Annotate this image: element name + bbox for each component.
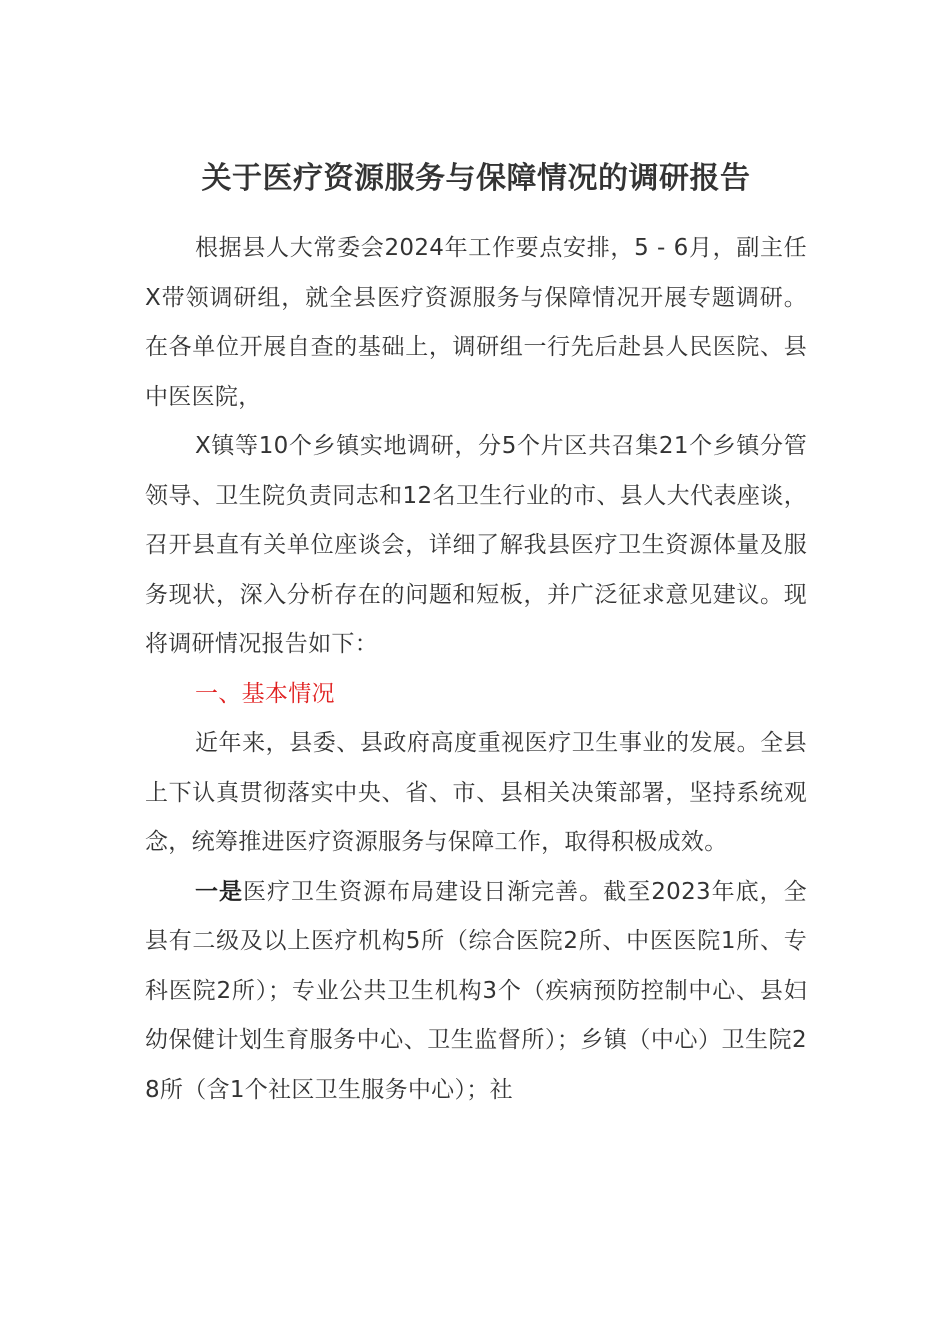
document-page	[145, 150, 807, 1115]
point-one-lead: 一是	[195, 878, 244, 905]
intro-paragraph-1: 根据县人大常委会2024年工作要点安排，5 - 6月，副主任X带领调研组，就全县医疗资源服务与保障情况开展专题调研。在各单位开展自查的基础上，调研组一行先后赴县人民医院、县中医医院，	[145, 235, 807, 410]
section-paragraph: 近年来，县委、县政府高度重视医疗卫生事业的发展。全县上下认真贯彻落实中央、省、市、县相关决策部署，坚持系统观念，统筹推进医疗资源服务与保障工作，取得积极成效。	[145, 730, 807, 855]
section-heading-basic: 一、基本情况	[195, 680, 335, 707]
point-one-text: 医疗卫生资源布局建设日渐完善。截至2023年底，全县有二级及以上医疗机构5所（综合医院2所、中医医院1所、专科医院2所）；专业公共卫生机构3个（疾病预防控制中心、县妇幼保健计划生育服务中心、卫生监督所）；乡镇（中心）卫生院28所（含1个社区卫生服务中心）；社	[145, 878, 807, 1103]
intro-paragraph-2: X镇等10个乡镇实地调研，分5个片区共召集21个乡镇分管领导、卫生院负责同志和12名卫生行业的市、县人大代表座谈，召开县直有关单位座谈会，详细了解我县医疗卫生资源体量及服务现状，深入分析存在的问题和短板，并广泛征求意见建议。现将调研情况报告如下：	[145, 433, 807, 657]
document-title: 关于医疗资源服务与保障情况的调研报告	[201, 161, 751, 196]
document-body	[145, 224, 807, 1115]
point-one-paragraph	[145, 868, 807, 1116]
